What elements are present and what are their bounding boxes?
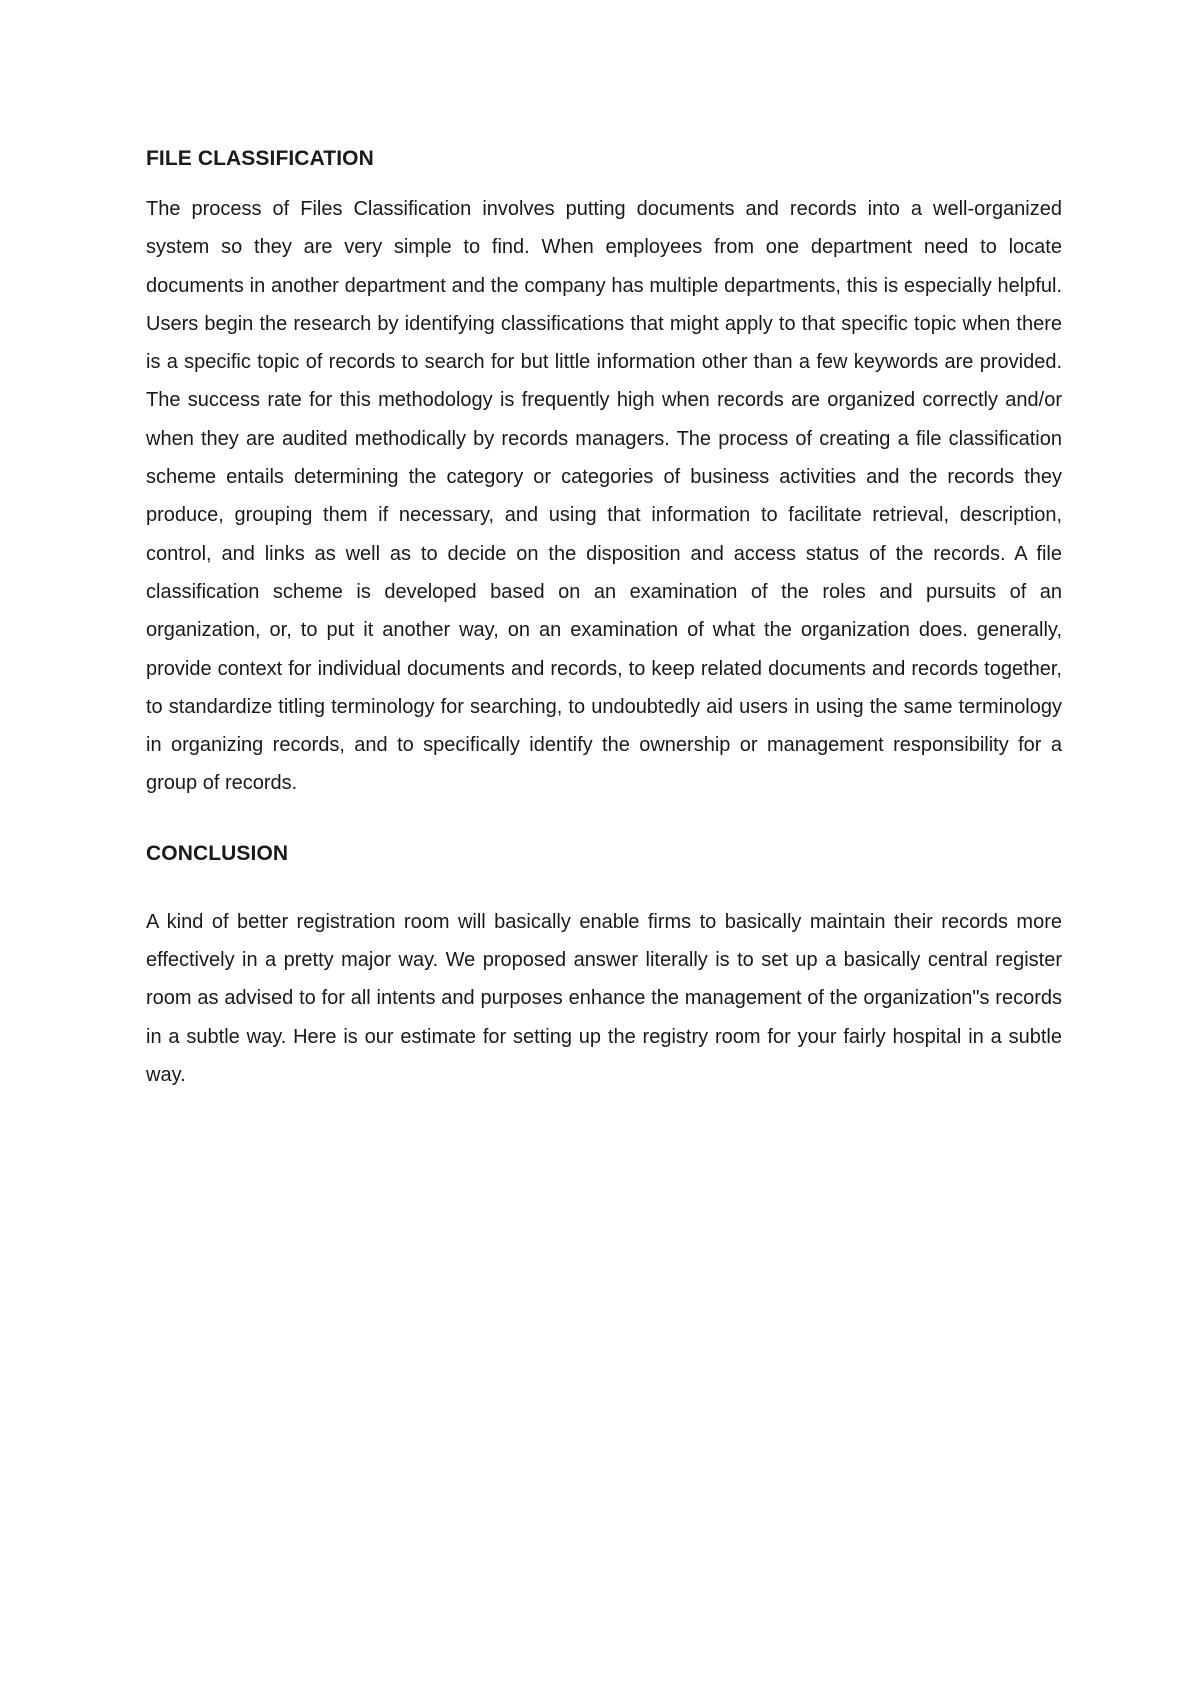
file-classification-paragraph: The process of Files Classification involves putting documents and records into a well-organized system so they are very simple to find. When employees from one department need to locate documents in another department and the company has multiple departments, this is especially helpful. Users begin the research by identifying classifications that might apply to that specific topic when there is a specific topic of records to search for but little information other than a few keywords are provided. The success rate for this methodology is frequently high when records are organized correctly and/or when they are audited methodically by records managers. The process of creating a file classification scheme entails determining the category or categories of business activities and the records they produce, grouping them if necessary, and using that information to facilitate retrieval, description, control, and links as well as to decide on the disposition and access status of the records. A file classification scheme is developed based on an examination of the roles and pursuits of an organization, or, to put it another way, on an examination of what the organization does. generally, provide context for individual documents and records, to keep related documents and records together, to standardize titling terminology for searching, to undoubtedly aid users in using the same terminology in organizing records, and to specifically identify the ownership or management responsibility for a group of records. — [146, 198, 1062, 795]
file-classification-section — [146, 140, 1062, 803]
document-page — [146, 140, 1062, 1094]
conclusion-heading: CONCLUSION — [146, 841, 289, 865]
conclusion-section — [146, 835, 1062, 1094]
file-classification-heading: FILE CLASSIFICATION — [146, 147, 374, 170]
conclusion-paragraph: A kind of better registration room will basically enable firms to basically maintain their records more effectively in a pretty major way. We proposed answer literally is to set up a basically central register room as advised to for all intents and purposes enhance the management of the organization"s records in a subtle way. Here is our estimate for setting up the registry room for your fairly hospital in a subtle way. — [146, 910, 1062, 1086]
